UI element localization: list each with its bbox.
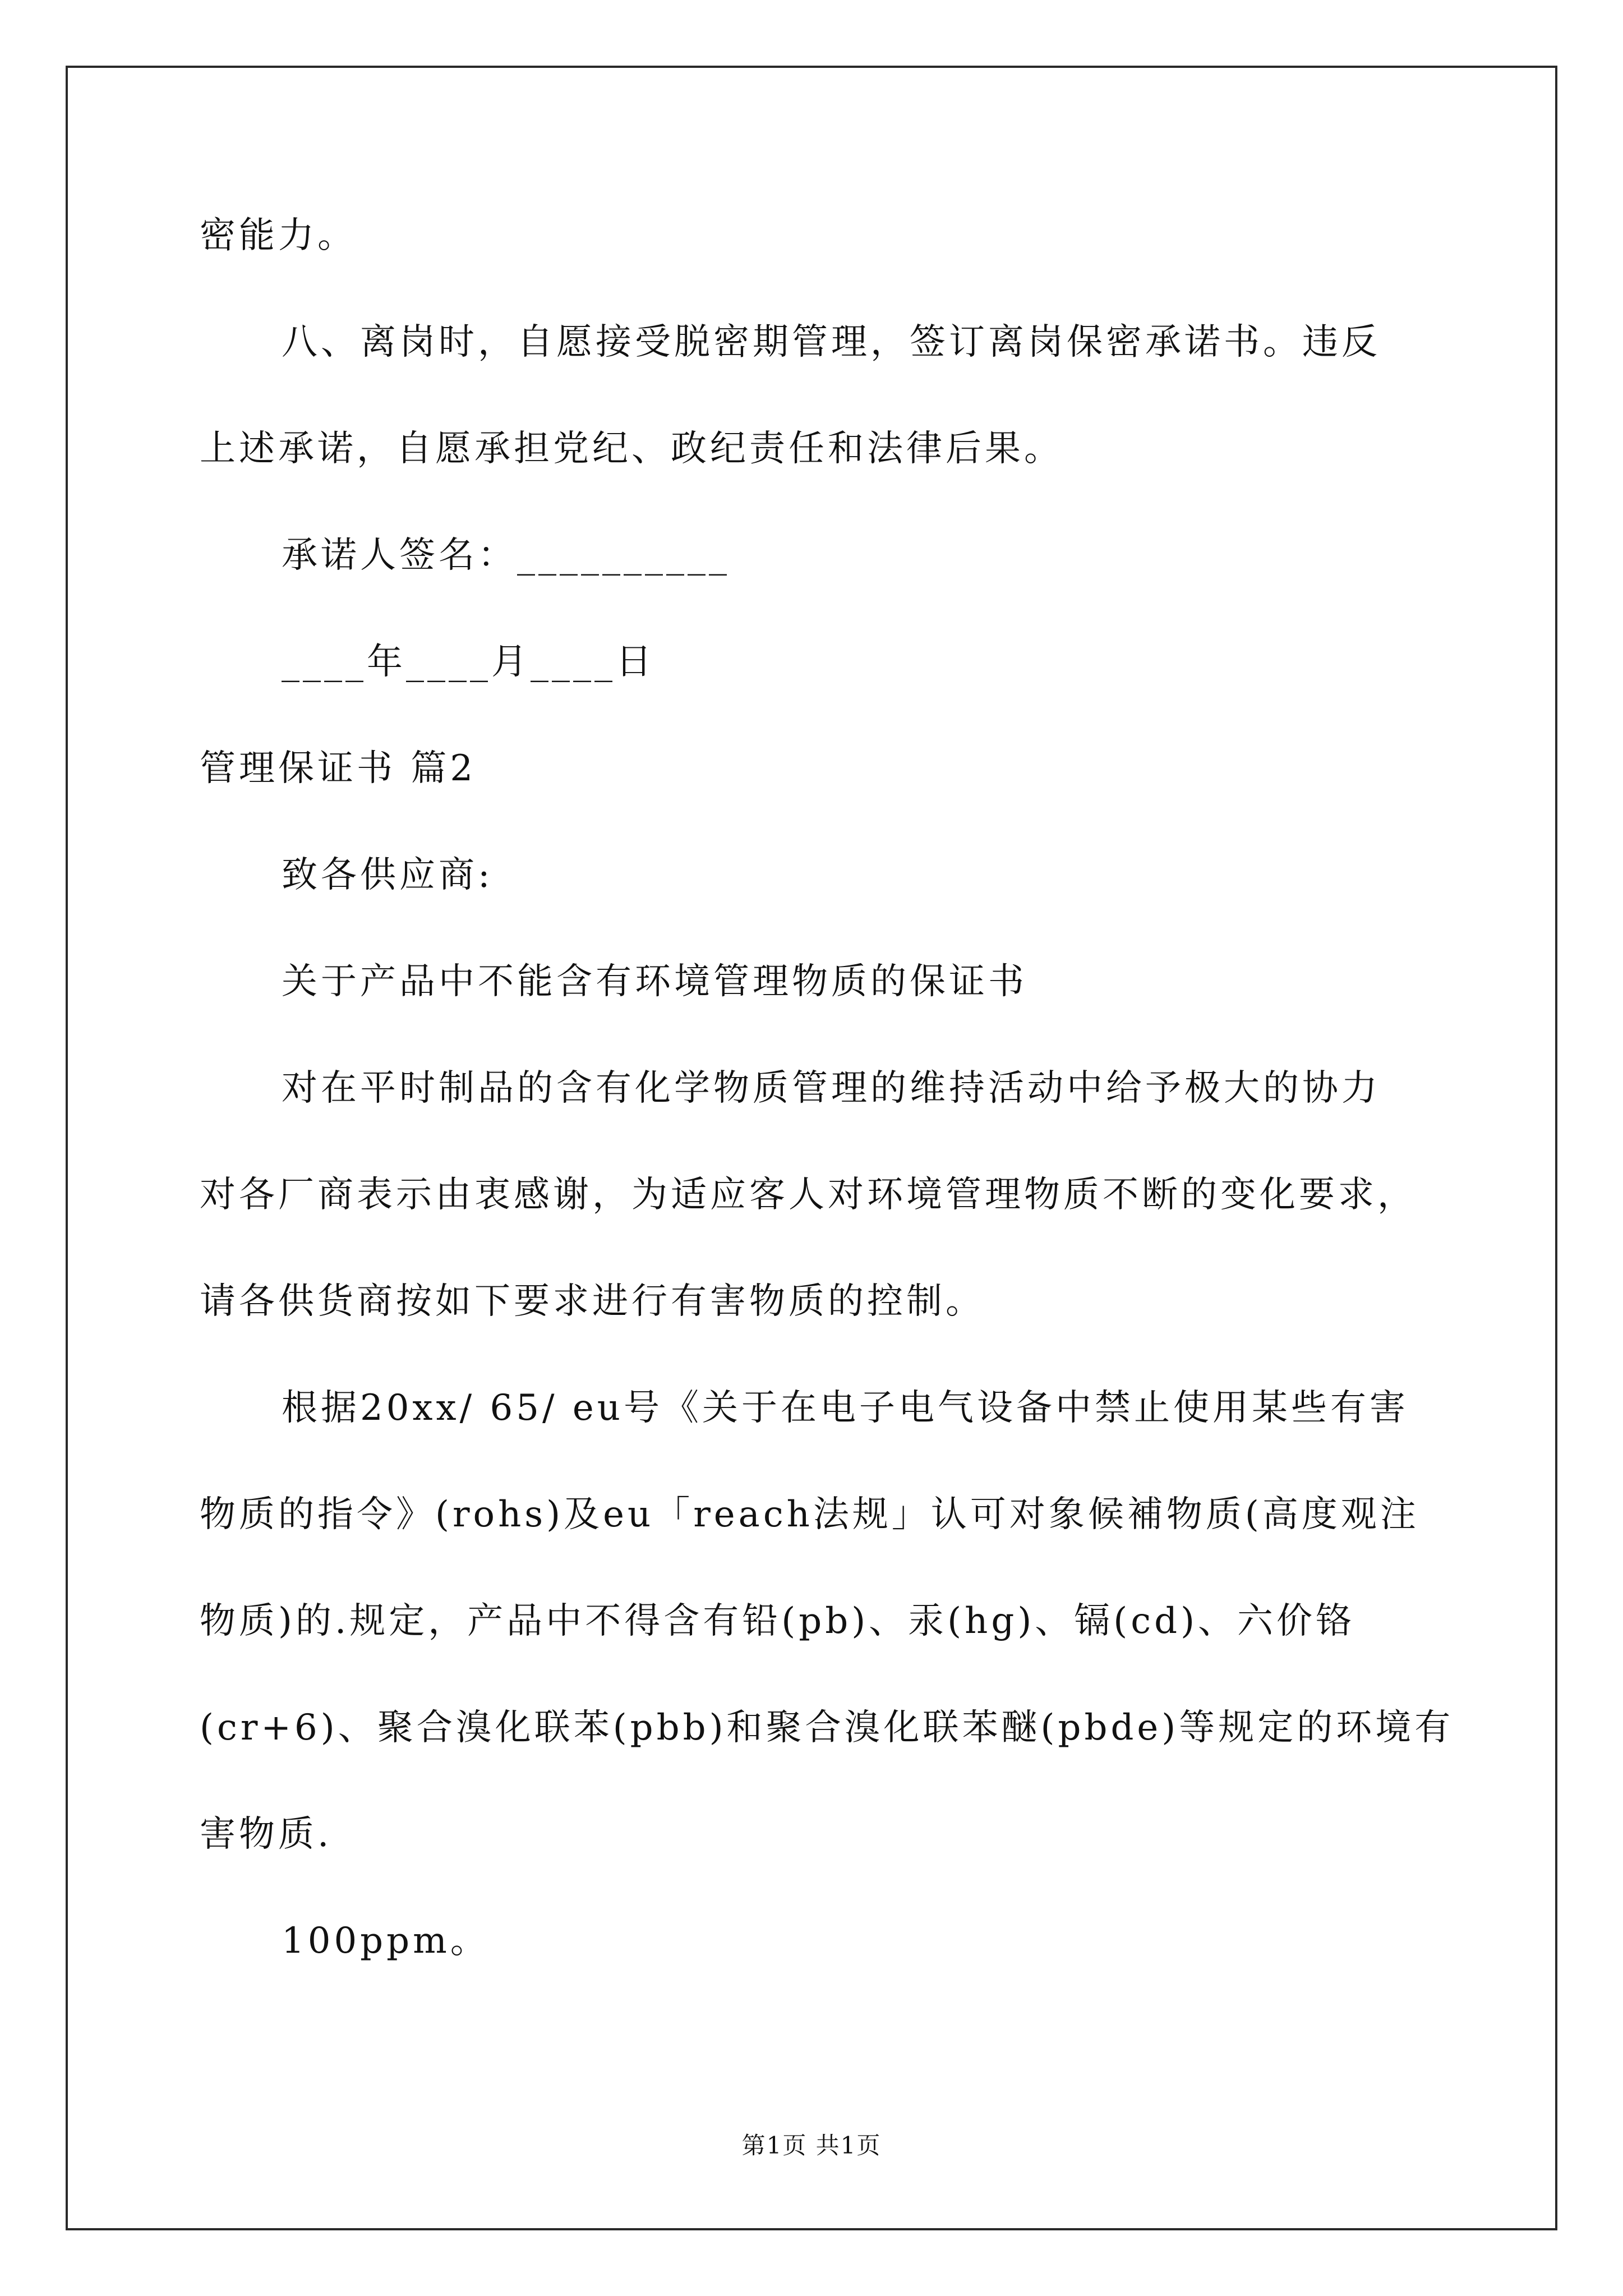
text-line: 物质的指令》(rohs)及eu「reach法规」认可对象候補物质(高度观注 — [200, 1494, 1419, 1535]
date-line: ____年____月____日 — [282, 641, 655, 683]
text-line: (cr+6)、聚合溴化联苯(pbb)和聚合溴化联苯醚(pbde)等规定的环境有 — [200, 1707, 1454, 1749]
section-heading: 管理保证书 篇2 — [200, 748, 477, 789]
document-title: 关于产品中不能含有环境管理物质的保证书 — [282, 961, 1027, 1002]
text-line: 上述承诺，自愿承担党纪、政纪责任和法律后果。 — [200, 428, 1063, 470]
text-line: 八、离岗时，自愿接受脱密期管理，签订离岗保密承诺书。违反 — [282, 321, 1381, 363]
text-line: 请各供货商按如下要求进行有害物质的控制。 — [200, 1281, 985, 1322]
signature-line: 承诺人签名：__________ — [282, 535, 730, 576]
page-border — [66, 66, 1557, 2230]
text-line: 对在平时制品的含有化学物质管理的维持活动中给予极大的协力 — [282, 1068, 1381, 1109]
text-line: 对各厂商表示由衷感谢，为适应客人对环境管理物质不断的变化要求， — [200, 1174, 1417, 1216]
text-line: 物质)的.规定，产品中不得含有铅(pb)、汞(hg)、镉(cd)、六价铬 — [200, 1600, 1355, 1642]
text-line: 根据20xx/ 65/ eu号《关于在电子电气设备中禁止使用某些有害 — [282, 1387, 1409, 1429]
text-line: 害物质. — [200, 1814, 333, 1855]
text-line: 密能力。 — [200, 215, 357, 256]
text-line: 100ppm。 — [282, 1920, 490, 1962]
salutation: 致各供应商: — [282, 854, 494, 896]
page-number-footer: 第1页 共1页 — [741, 2132, 882, 2159]
